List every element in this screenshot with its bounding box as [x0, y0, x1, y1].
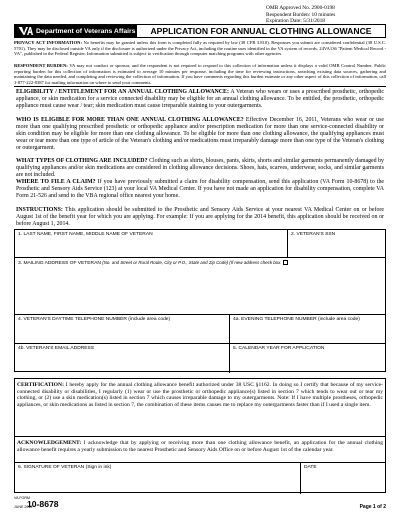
omb-burden: Respondent Burden: 10 minutes	[266, 11, 336, 18]
mailing-address-field[interactable]	[15, 258, 385, 314]
evening-phone-label: 4a. EVENING TELEPHONE NUMBER (include area code)	[233, 317, 360, 322]
signature-row	[15, 463, 385, 494]
address-row	[15, 258, 385, 315]
form-header	[14, 24, 386, 38]
privacy-act-section	[14, 40, 386, 57]
more-than-one-label: WHO IS ELIGIBLE FOR MORE THAN ONE ANNUAL CLOTHING ALLOWANCE?	[16, 117, 244, 123]
types-text: Clothing such as shirts, blouses, pants, skirts, shorts and similar garments permanently damaged by qualifying appliances and/or skin medications are considered in clothing allowance decisions. Shoes, hats, scarves, underwear, socks, and similar garments are not included.	[16, 158, 384, 178]
signature-label: 6. SIGNATURE OF VETERAN (Sign in ink)	[18, 465, 112, 470]
daytime-phone-label: 4. VETERAN'S DAYTIME TELEPHONE NUMBER (include area code)	[18, 317, 171, 322]
certification-grid	[14, 378, 386, 493]
veteran-name-field[interactable]	[15, 230, 287, 257]
eligibility-label: ELIGIBILITY / ENTITLEMENT FOR AN ANNUAL CLOTHING ALLOWANCE:	[16, 89, 229, 95]
privacy-label: PRIVACY ACT INFORMATION:	[14, 40, 83, 45]
omb-expiration: Expiration Date: 5/31/2018	[266, 18, 325, 25]
form-date: JUNE 2015	[14, 505, 33, 509]
signature-date-label: DATE	[304, 465, 317, 470]
applicant-fields-grid	[14, 229, 386, 372]
eligibility-section	[16, 89, 384, 110]
respondent-burden-section	[14, 63, 386, 85]
evening-phone-field[interactable]	[229, 315, 387, 343]
privacy-text: No benefits may be granted unless this form is completed fully as required by law (38 CFR 3.810). Responses you submit are considered confidential (38 U.S.C. 5701). They may be disclosed outside VA only if the disclosure is authorized under the Privacy Act, including the routine uses identified in the VA system of records, 24VA136 "Patient Medical Record - VA", published in the Federal Register. Information submitted is subject to verification through computer matching programs with other agencies.	[14, 40, 386, 57]
mailing-address-hint: (No. and Street or Rural Route, City or P.O., State and Zip Code) (If new address check box.	[102, 260, 282, 265]
email-label: 4b. VETERAN'S EMAIL ADDRESS	[18, 346, 95, 351]
form-title: APPLICATION FOR ANNUAL CLOTHING ALLOWANCE	[150, 26, 372, 36]
eligibility-text: A Veteran who wears or uses a prescribed prosthetic, orthopedic appliance, or skin medication for a service connected disability may be eligible for an annual clothing allowance. To be entitled, the prosthetic, orthopedic appliance must cause wear / tear; skin medication must cause irreparable staining to your outergarments.	[16, 89, 384, 109]
email-year-row	[15, 344, 385, 373]
clothing-types-section	[16, 158, 384, 179]
page-number: Page 1 of 2	[359, 504, 386, 510]
instructions-text: This application should be submitted to the Prosthetic and Sensory Aids Service at your nearest VA Medical Center on or before August 1st of the benefit year for which you are applying. For example: If you are applying for the 2014 benefit, this application should be received on or before August 1, 2014.	[16, 207, 384, 227]
instructions-section	[16, 207, 384, 228]
department-name: Department of Veterans Affairs	[36, 27, 136, 35]
va-logo-icon	[18, 26, 33, 36]
email-field[interactable]	[15, 344, 229, 373]
calendar-year-label: 5. CALENDAR YEAR FOR APPLICATION	[233, 346, 325, 351]
types-label: WHAT TYPES OF CLOTHING ARE INCLUDED?	[16, 158, 148, 164]
acknowledgement-label: ACKNOWLEDGEMENT:	[17, 440, 82, 446]
phone-row	[15, 315, 385, 344]
acknowledgement-section	[17, 440, 383, 453]
certification-label: CERTIFICATION:	[17, 382, 64, 388]
acknowledgement-text: I acknowledge that by applying or receiving more than one clothing allowance benefit, an application for the annual clothing allowance benefit requires a yearly submission to the nearest Prosthetic and Sensory Aids Office on or before August 1st of the calendar year.	[17, 440, 383, 453]
more-than-one-section	[16, 117, 384, 152]
certification-row	[15, 379, 385, 437]
burden-text: VA may not conduct or sponsor, and the respondent is not required to respond to this collection of information unless it displays a valid OMB Control Number. Public reporting burden for this collection of information is estimated to average 10 minutes per response, including the time for reviewing instructions, searching existing data sources, gathering and maintaining the data needed, and completing and reviewing the collection of information. If you have comments regarding this burden estimate or any other aspect of this collection of information, call 1-877-222-8387 for mailing information on where to send your comments.	[14, 63, 386, 85]
signature-date-field[interactable]	[300, 463, 387, 494]
certification-text: I hereby apply for the annual clothing allowance benefit authorized under 38 USC §1162. In doing so I certify that because of my service-connected disability or disabilities, I regularly (1) wear or use the prosthetic or orthopedic appliance(s) listed in section 7 which tends to wear out or tear my clothing, or (2) use a skin medication(s) listed in section 7 which causes irreparable damage to my outergarments. Note: If I have multiple prostheses, orthopedic appliances, or skin medications as listed in section 7, the combination of these items causes me to replace my outergarments faster than if I used a single item.	[17, 382, 383, 409]
burden-label: RESPONDENT BURDEN:	[14, 63, 68, 68]
calendar-year-field[interactable]	[229, 344, 387, 373]
section-divider	[14, 86, 386, 87]
omb-block	[266, 5, 386, 25]
certification-section	[17, 382, 383, 409]
mailing-address-title: 3. MAILING ADDRESS OF VETERAN	[18, 261, 101, 266]
acknowledgement-row	[15, 437, 385, 463]
where-text: If you have previously submitted a claim for disability compensation, send this application (VA Form 10-8678) to the Prosthetic and Sensory Aids Service (123) at your local VA Medical Center. If you have not made an application for disability compensation, complete VA Form 21-526 and send to the VBA regional office nearest your home.	[16, 179, 384, 199]
mailing-address-label	[18, 260, 288, 266]
where-to-file-section	[16, 179, 384, 200]
signature-field[interactable]	[15, 463, 300, 494]
va-form-label: VA FORM	[14, 496, 30, 500]
where-label: WHERE TO FILE A CLAIM?	[16, 179, 96, 185]
department-banner	[15, 25, 137, 37]
new-address-checkbox[interactable]	[283, 260, 288, 265]
omb-approval: OMB Approved No. 2900-0198	[266, 5, 335, 11]
veteran-ssn-label: 2. VETERAN'S SSN	[291, 232, 336, 237]
daytime-phone-field[interactable]	[15, 315, 229, 343]
name-ssn-row	[15, 230, 385, 258]
form-number: 10-8678	[27, 499, 59, 509]
veteran-name-label: 1. LAST NAME, FIRST NAME, MIDDLE NAME OF VETERAN	[18, 232, 153, 237]
veteran-ssn-field[interactable]	[287, 230, 387, 257]
instructions-label: INSTRUCTIONS:	[16, 207, 63, 213]
more-than-one-text: Effective December 16, 2011, Veterans who wear or use more than one qualifying prescribed prosthetic or orthopedic appliance and/or prescription medication for more than one service-connected disability or skin condition may be eligible for more than one clothing allowance. To be eligible for more than one clothing allowance, the qualifying appliances must wear or tear more than one type of article of the Veteran's clothing and/or medications must irreparably damage more than one type of the Veteran's clothing or outergarment.	[16, 117, 384, 151]
